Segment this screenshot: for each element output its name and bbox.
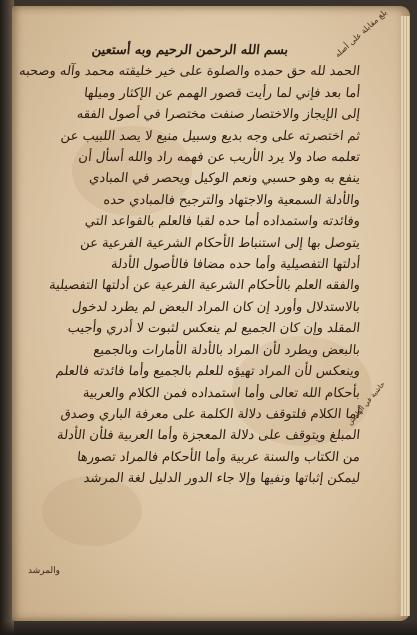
text-line: المقلد وإن كان الجميع لم ينعكس لثبوت لا أدري وأجيب: [66, 321, 361, 337]
text-line: وفائدته واستمداده أما حده لقبا فالعلم بالقواعد التي: [84, 214, 361, 230]
text-line: ليمكن إثباتها ونفيها وإلا جاء الدور الدليل لغة المرشد: [82, 471, 361, 487]
text-line: أدلتها التفصيلية وأما حده مضافا فالأصول الأدلة: [110, 257, 361, 273]
main-text-block: [20, 40, 360, 580]
text-line: والأدلة السمعية والاجتهاد والترجيح فالمبادي حده: [102, 192, 361, 208]
bottom-shadow: [0, 621, 417, 635]
text-line: تعلمه صاد ولا يرد الأريب عن فهمه راد والله أسأل أن: [77, 150, 361, 166]
text-line: بالبعض ويطرد لأن المراد بالأدلة الأمارات وبالجميع: [92, 342, 361, 358]
margin-note-side: حاشية في الهامش: [345, 380, 387, 427]
text-line: أما الكلام فلتوقف دلالة الكلمة على معرفة الباري وصدق: [59, 406, 361, 422]
page-fore-edge: [400, 16, 410, 616]
text-line: ثم اختصرته على وجه بديع وسبيل منيع لا يصد اللبيب عن: [60, 128, 361, 144]
basmala-line: بسم الله الرحمن الرحيم وبه أستعين: [91, 43, 289, 58]
text-line: يتوصل بها إلى استنباط الأحكام الشرعية الفرعية عن: [79, 235, 361, 251]
text-line: الحمد لله حق حمده والصلوة على خير خليقته محمد وآله وصحبه: [18, 64, 361, 80]
text-line: بأحكام الله تعالى وأما استمداده فمن الكلام والعربية: [82, 385, 361, 401]
text-line: بالاستدلال وأورد إن كان المراد البعض لم يطرد لدخول: [71, 299, 361, 315]
catchword: والمرشد: [28, 566, 61, 576]
text-line: المبلغ ويتوقف على دلالة المعجزة وأما العربية فلأن الأدلة: [56, 428, 361, 444]
text-line: أما بعد فإني لما رأيت قصور الهمم عن الإكثار وميلها: [83, 85, 361, 101]
text-line: ينفع به وهو حسبي ونعم الوكيل ويحصر في المبادي: [88, 171, 361, 187]
margin-note-top: بلغ مقابلة على أصله: [333, 7, 389, 60]
text-line: وينعكس لأن المراد تهيؤه للعلم بالجميع وأما فائدته فالعلم: [54, 364, 361, 380]
text-line: من الكتاب والسنة عربية وأما الأحكام فالمراد تصورها: [76, 449, 361, 465]
text-line: إلى الإيجاز والاختصار صنفت مختصرا في أصول الفقه: [76, 107, 361, 123]
text-line: والفقه العلم بالأحكام الشرعية الفرعية عن أدلتها التفصيلية: [48, 278, 361, 294]
